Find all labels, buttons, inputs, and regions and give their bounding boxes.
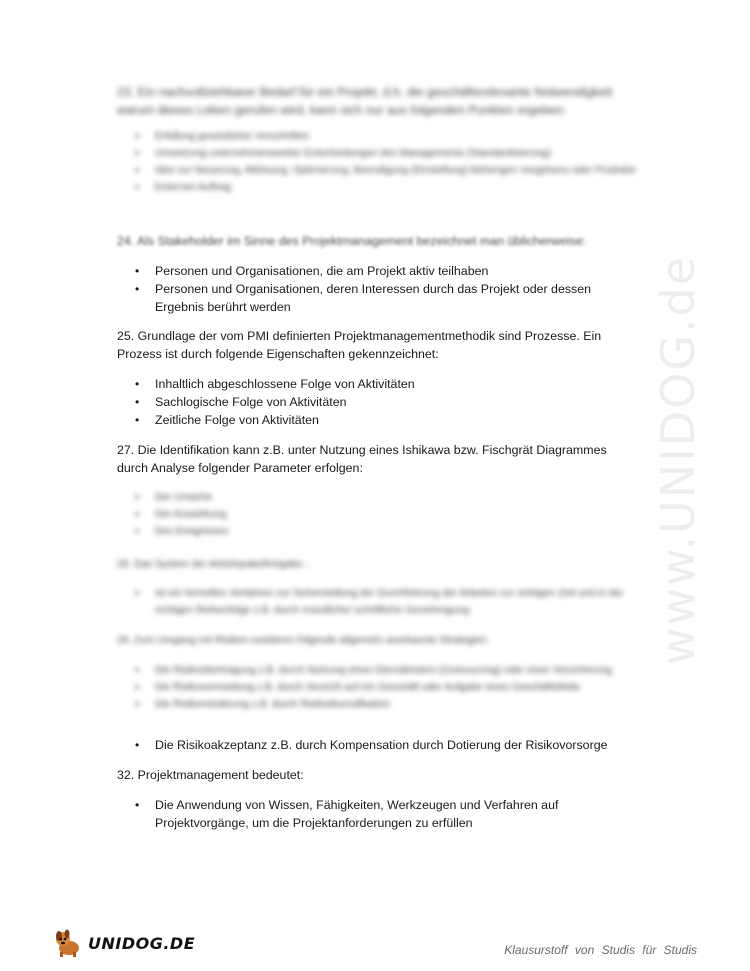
list-item: • Externen Auftrag: [117, 179, 637, 196]
question-29-answers: [117, 662, 637, 713]
dog-icon: [52, 928, 86, 958]
answer-list: [117, 662, 637, 713]
footer-tagline: Klausurstoff von Studis für Studis: [504, 943, 697, 957]
question-27: [117, 441, 637, 477]
question-text: 29. Zum Umgang mit Risiken existieren folgende allgemein anerkannte Strategien:: [117, 635, 490, 646]
list-item: • Des Ereignisses: [117, 523, 637, 540]
list-item: • Die Risikoübertragung z.B. durch Nutzung eines Dienstleisters (Outsourcing) oder einer Versicherung: [117, 662, 637, 679]
question-24: [117, 232, 637, 250]
answer-list: [117, 736, 637, 754]
list-item: • Zeitliche Folge von Aktivitäten: [117, 411, 637, 429]
answer-list: [117, 375, 637, 429]
answer-list: [117, 262, 637, 316]
question-24-answers: [117, 262, 637, 316]
list-item: • Personen und Organisationen, die am Projekt aktiv teilhaben: [117, 262, 637, 280]
list-item: • Die Risikominderung z.B. durch Risikodiversifikation: [117, 696, 637, 713]
question-28: [117, 556, 637, 574]
question-32-answers: [117, 796, 637, 832]
question-text: 32. Projektmanagement bedeutet:: [117, 768, 304, 782]
answer-list: [117, 796, 637, 832]
answer-list: [117, 128, 637, 196]
answer-list: [117, 489, 637, 540]
list-item: • Der Ursache: [117, 489, 637, 506]
footer-logo: [52, 928, 195, 958]
question-27-answers: [117, 489, 637, 540]
list-item: • Umsetzung unternehmensweiter Entscheidungen des Managements (Standardisierung): [117, 145, 637, 162]
question-32: [117, 766, 637, 784]
list-item: • Die Risikoakzeptanz z.B. durch Kompensation durch Dotierung der Risikovorsorge: [117, 736, 637, 754]
question-text: 28. Das System der Arbeitspaketfreigabe...: [117, 559, 311, 570]
question-text: 25. Grundlage der vom PMI definierten Projektmanagementmethodik sind Prozesse. Ein Prozess ist durch folgende Eigenschaften gekennzeichnet:: [117, 329, 602, 361]
list-item: • Sachlogische Folge von Aktivitäten: [117, 393, 637, 411]
logo-text: UNIDOG.DE: [88, 933, 196, 953]
list-item: • Der Auswirkung: [117, 506, 637, 523]
question-28-answers: [117, 585, 637, 619]
answer-list: [117, 585, 637, 619]
list-item: • Die Anwendung von Wissen, Fähigkeiten, Werkzeugen und Verfahren auf Projektvorgänge, um die Projektanforderungen zu erfüllen: [117, 796, 637, 832]
question-23-answers: [117, 128, 637, 196]
list-item: • Personen und Organisationen, deren Interessen durch das Projekt oder dessen Ergebnis berührt werden: [117, 280, 637, 316]
list-item: • Inhaltlich abgeschlossene Folge von Aktivitäten: [117, 375, 637, 393]
watermark: www.UNIDOG.de: [651, 254, 705, 666]
question-29: [117, 632, 637, 650]
question-text: 27. Die Identifikation kann z.B. unter Nutzung eines Ishikawa bzw. Fischgrät Diagrammes durch Analyse folgender Parameter erfolgen:: [117, 443, 607, 475]
list-item: • Erfüllung gesetzlicher Vorschriften: [117, 128, 637, 145]
question-23: [117, 83, 637, 119]
list-item: • Idee zur Neuerung, Ablösung, Optimierung, Beendigung (Einstellung) bisherigen Vorgehens oder Produkte: [117, 162, 637, 179]
question-25: [117, 327, 637, 363]
question-text: 23. Ein nachvollziehbarer Bedarf für ein Projekt, d.h. die geschäftsrelevante Notwendigkeit warum dieses Leben gerufen wird, kann sich nur aus folgenden Punkten ergeben:: [117, 85, 613, 117]
list-item: • Ist ein formelles Verfahren zur Sicherstellung der Durchführung der Arbeiten zur richtigen Zeit und in der richtigen Reihenfolge z.B. durch mündliche/ schriftliche Genehmigung: [117, 585, 637, 619]
question-29-visible-answer: [117, 736, 637, 754]
question-text: 24. Als Stakeholder im Sinne des Projektmanagement bezeichnet man üblicherweise:: [117, 234, 587, 248]
list-item: • Die Risikovermeidung z.B. durch Verzicht auf ein Geschäft oder Aufgabe eines Geschäftsfelds: [117, 679, 637, 696]
question-25-answers: [117, 375, 637, 429]
